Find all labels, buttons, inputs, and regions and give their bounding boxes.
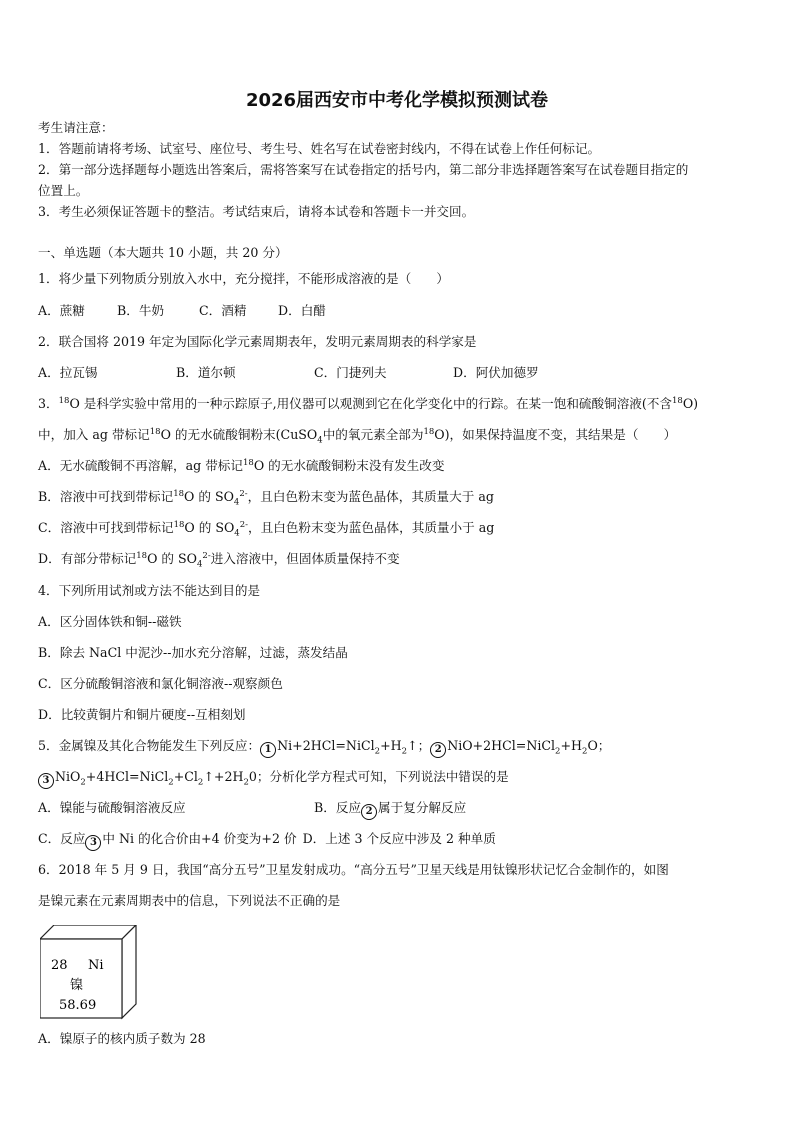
q3-option-b: B．溶液中可找到带标记$^{18}$O 的 $SO_4^{2-}$，且白色粉末变为蓝色晶体，其质量大于 ag — [38, 488, 494, 508]
q5-stem-line2: 3 $NiO_2+4HCl=NiCl_2+Cl_2↑+2H_20$；分析化学方程式可知，下列说法中错误的是 — [38, 769, 509, 789]
q6-stem-line1: 6．2018 年 5 月 9 日，我国“高分五号”卫星发射成功。“高分五号”卫星天线是用钛镍形状记忆合金制作的，如图 — [38, 862, 669, 877]
notice-item-2-cont: 位置上。 — [38, 183, 89, 198]
q6-stem-line2: 是镍元素在元素周期表中的信息，下列说法不正确的是 — [38, 893, 341, 908]
notice-heading: 考生请注意： — [38, 120, 114, 135]
q5-options-ab — [38, 800, 466, 820]
q1-options — [38, 303, 326, 319]
atomic-mass: 58.69 — [59, 998, 97, 1013]
q4-option-a: A．区分固体铁和铜--磁铁 — [38, 614, 182, 629]
circled-number-1: 1 — [260, 742, 276, 758]
q5-option-a: A．镍能与硫酸铜溶液反应 — [38, 800, 186, 815]
notice-item-3: 3．考生必须保证答题卡的整洁。考试结束后，请将本试卷和答题卡一并交回。 — [38, 204, 475, 219]
q5-option-d: D．上述 3 个反应中涉及 2 种单质 — [302, 831, 496, 846]
element-tile-nickel — [40, 925, 140, 1020]
q1-stem: 1．将少量下列物质分别放入水中，充分搅拌，不能形成溶液的是（ ） — [38, 271, 450, 286]
page-title: 2026届西安市中考化学模拟预测试卷 — [245, 90, 549, 111]
q4-option-c: C．区分硫酸铜溶液和氯化铜溶液--观察颜色 — [38, 676, 283, 691]
q3-option-a: A．无水硫酸铜不再溶解，ag 带标记$^{18}$O 的无水硫酸铜粉末没有发生改变 — [38, 457, 445, 473]
q3-stem-line2: 中，加入 ag 带标记$^{18}$O 的无水硫酸铜粉末(CuSO$_4$中的氧元素全部为$^{18}$O)，如果保持温度不变，其结果是（ ） — [38, 426, 677, 446]
q2-options — [38, 365, 539, 381]
circled-number-3: 3 — [38, 773, 54, 789]
atomic-number: 28 — [51, 958, 68, 973]
notice-item-1: 1．答题前请将考场、试室号、座位号、考生号、姓名写在试卷密封线内，不得在试卷上作任何标记。 — [38, 141, 601, 156]
element-name: 镍 — [70, 978, 84, 993]
q5-option-b: B．反应 2 属于复分解反应 — [314, 800, 466, 820]
circled-number-2: 2 — [430, 742, 446, 758]
q2-option-d: D．阿伏加德罗 — [453, 365, 539, 380]
q1-option-d: D．白醋 — [278, 303, 326, 318]
q6-option-a: A．镍原子的核内质子数为 28 — [38, 1031, 206, 1046]
q3-option-d: D．有部分带标记$^{18}$O 的 $SO_4^{2-}$进入溶液中，但固体质量保持不变 — [38, 550, 400, 570]
q5-options-cd — [38, 831, 496, 851]
q1-option-a: A．蔗糖 — [38, 303, 85, 318]
q2-option-a: A．拉瓦锡 — [38, 365, 98, 380]
q5-option-c: C．反应 3 中 Ni 的化合价由+4 价变为+2 价 — [38, 831, 297, 851]
q4-option-b: B．除去 NaCl 中泥沙--加水充分溶解，过滤，蒸发结晶 — [38, 645, 348, 660]
q2-stem: 2．联合国将 2019 年定为国际化学元素周期表年，发明元素周期表的科学家是 — [38, 334, 477, 349]
q5-stem-line1: 5．金属镍及其化合物能发生下列反应： 1 $Ni+2HCl=NiCl_2+H_2↑$； 2 $NiO+2HCl=NiCl_2+H_2O$； — [38, 738, 611, 757]
q2-option-b: B．道尔顿 — [176, 365, 236, 380]
q1-option-b: B．牛奶 — [117, 303, 165, 318]
q2-option-c: C．门捷列夫 — [314, 365, 387, 380]
q1-option-c: C．酒精 — [199, 303, 247, 318]
q3-option-c: C．溶液中可找到带标记$^{18}$O 的 $SO_4^{2-}$，且白色粉末变为蓝色晶体，其质量小于 ag — [38, 519, 495, 539]
notice-item-2: 2．第一部分选择题每小题选出答案后，需将答案写在试卷指定的括号内，第二部分非选择题答案写在试卷题目指定的 — [38, 162, 689, 177]
section-heading: 一、单选题（本大题共 10 小题，共 20 分） — [38, 245, 288, 260]
q4-stem: 4．下列所用试剂或方法不能达到目的是 — [38, 583, 261, 598]
element-symbol: Ni — [88, 958, 104, 973]
q4-option-d: D．比较黄铜片和铜片硬度--互相刻划 — [38, 707, 246, 722]
q3-stem-line1: 3．$^{18}$O 是科学实验中常用的一种示踪原子,用仪器可以观测到它在化学变化中的行踪。在某一饱和硫酸铜溶液(不含$^{18}$O) — [38, 395, 699, 411]
